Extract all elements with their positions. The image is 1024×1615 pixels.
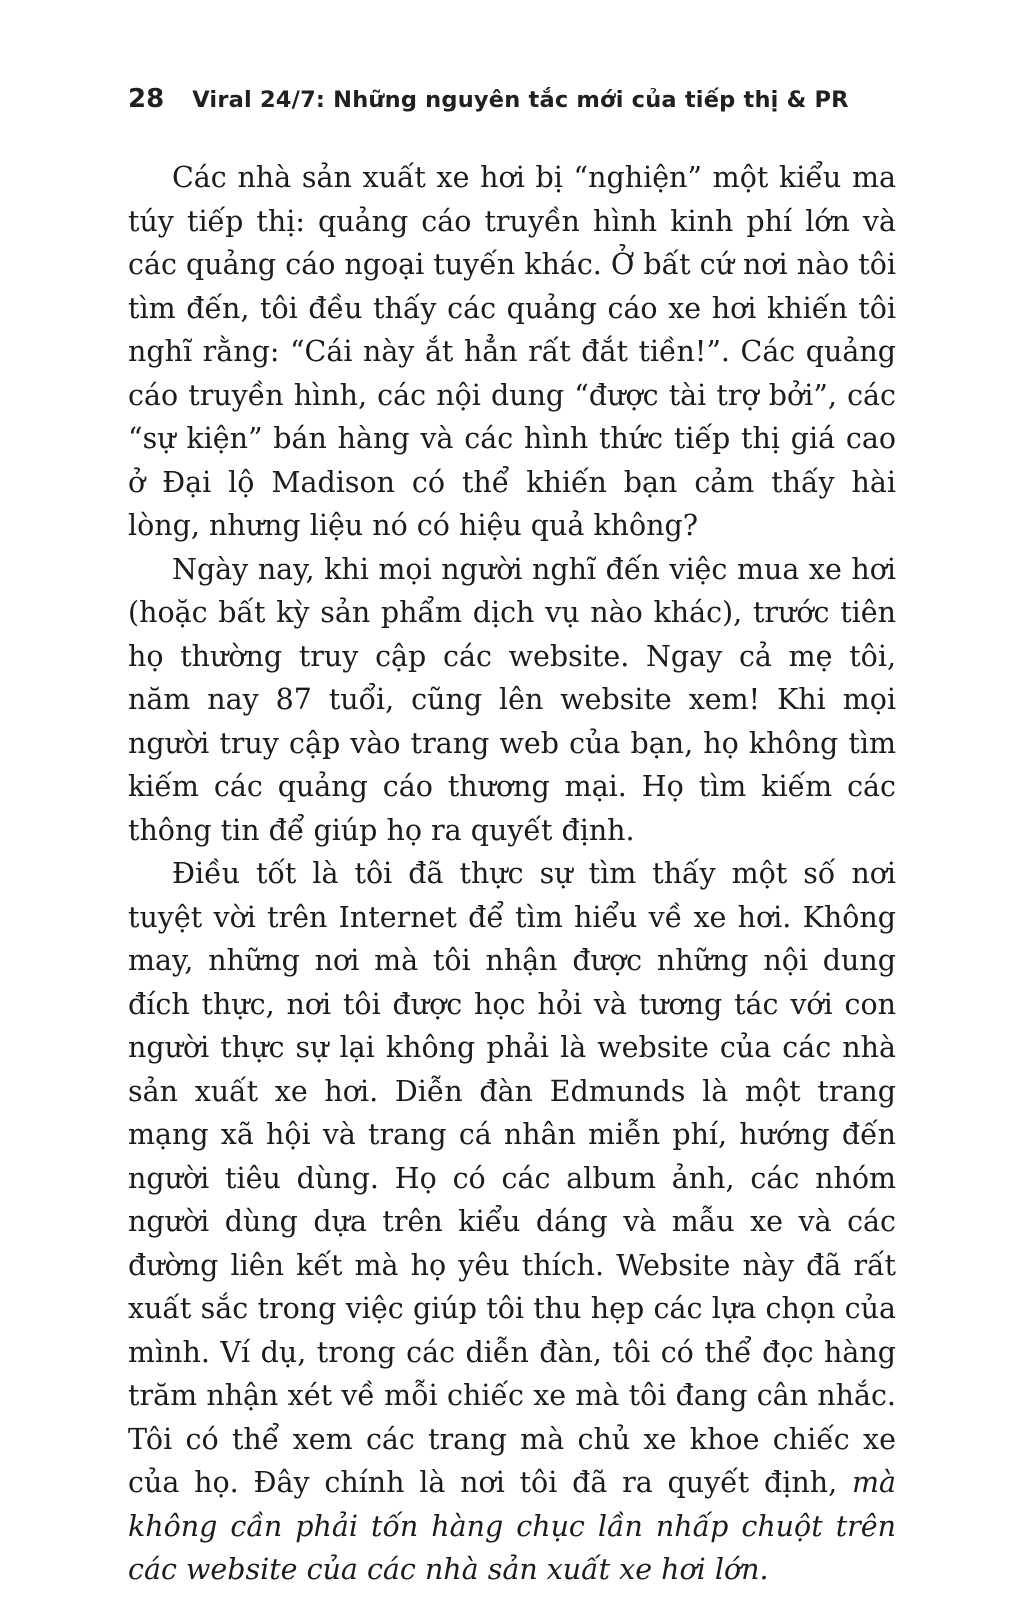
paragraph-2-text: Ngày nay, khi mọi người nghĩ đến việc mua xe hơi (hoặc bất kỳ sản phẩm dịch vụ nào khác), trước tiên họ thường truy cập các website. Ngay cả mẹ tôi, năm nay 87 tuổi, cũng lên website xem! Khi mọi người truy cập vào trang web của bạn, họ không tìm kiếm các quảng cáo thương mại. Họ tìm kiếm các thông tin để giúp họ ra quyết định. <box>128 552 896 847</box>
paragraph-3-italic-text: mà không cần phải tốn hàng chục lần nhấp chuột trên các website của các nhà sản xuất xe hơi lớn. <box>128 1466 896 1586</box>
paragraph-1 <box>128 156 896 548</box>
paragraph-1-text: Các nhà sản xuất xe hơi bị “nghiện” một kiểu ma túy tiếp thị: quảng cáo truyền hình kinh phí lớn và các quảng cáo ngoại tuyến khác. Ở bất cứ nơi nào tôi tìm đến, tôi đều thấy các quảng cáo xe hơi khiến tôi nghĩ rằng: “Cái này ắt hẳn rất đắt tiền!”. Các quảng cáo truyền hình, các nội dung “được tài trợ bởi”, các “sự kiện” bán hàng và các hình thức tiếp thị giá cao ở Đại lộ Madison có thể khiến bạn cảm thấy hài lòng, nhưng liệu nó có hiệu quả không? <box>128 161 896 542</box>
running-header <box>128 84 896 114</box>
body-text <box>128 156 896 1592</box>
page-number: 28 <box>128 84 165 114</box>
paragraph-2 <box>128 548 896 853</box>
paragraph-3 <box>128 852 896 1592</box>
paragraph-3-text: Điều tốt là tôi đã thực sự tìm thấy một số nơi tuyệt vời trên Internet để tìm hiểu về xe hơi. Không may, những nơi mà tôi nhận được những nội dung đích thực, nơi tôi được học hỏi và tương tác với con người thực sự lại không phải là website của các nhà sản xuất xe hơi. Diễn đàn Edmunds là một trang mạng xã hội và trang cá nhân miễn phí, hướng đến người tiêu dùng. Họ có các album ảnh, các nhóm người dùng dựa trên kiểu dáng và mẫu xe và các đường liên kết mà họ yêu thích. Website này đã rất xuất sắc trong việc giúp tôi thu hẹp các lựa chọn của mình. Ví dụ, trong các diễn đàn, tôi có thể đọc hàng trăm nhận xét về mỗi chiếc xe mà tôi đang cân nhắc. Tôi có thể xem các trang mà chủ xe khoe chiếc xe của họ. Đây chính là nơi tôi đã ra quyết định, <box>128 857 896 1499</box>
running-title: Viral 24/7: Những nguyên tắc mới của tiếp thị & PR <box>192 87 849 113</box>
